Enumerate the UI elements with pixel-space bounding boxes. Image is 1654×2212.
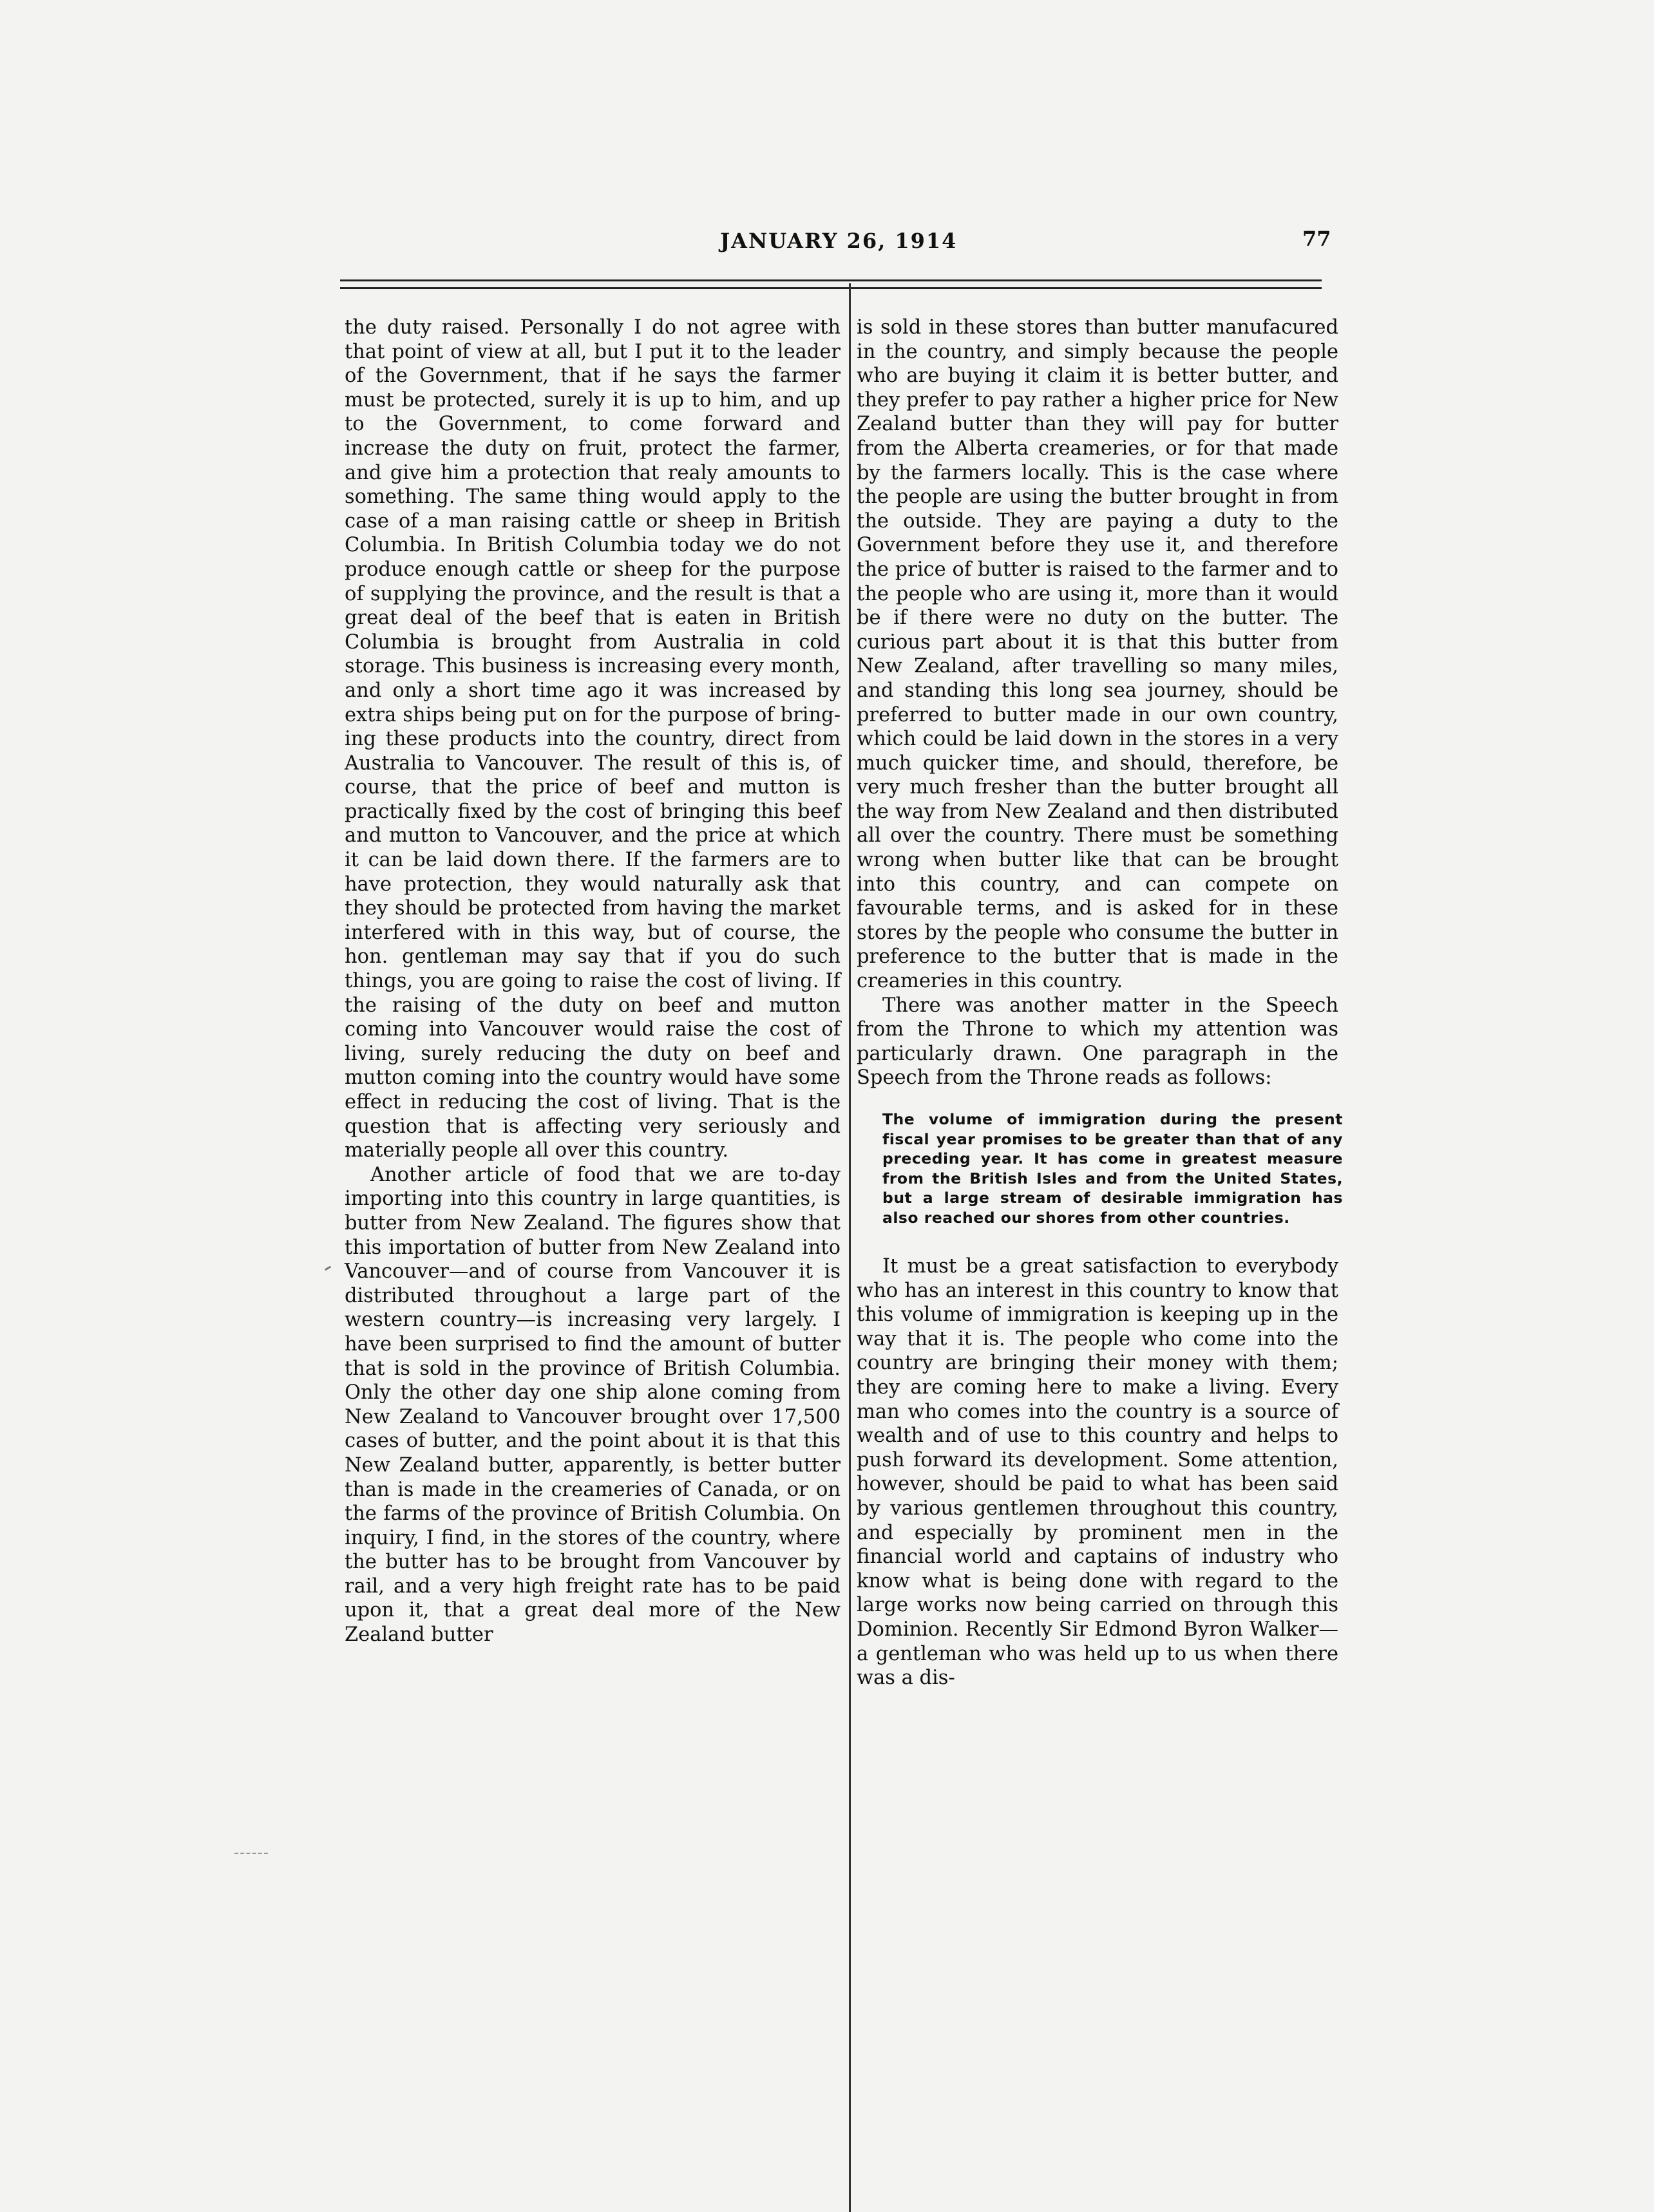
stray-dash-mark — [234, 1853, 268, 1855]
page-number: 77 — [1302, 227, 1331, 251]
header-rule-bottom — [340, 287, 1322, 289]
paragraph: is sold in these stores than butter manufacured in the country, and simply because the people who are buying it claim it is better butter, and they prefer to pay rather a higher price for New Zealand butter than they will pay for butter from the Alberta creameries, or for that made by the farmers locally. This is the case where the people are using the butter brought in from the outside. They are paying a duty to the Government before they use it, and therefore the price of butter is raised to the farmer and to the people who are using it, more than it would be if there were no duty on the butter. The curious part about it is that this butter from New Zealand, after travelling so many miles, and standing this long sea journey, should be preferred to butter made in our own country, which could be laid down in the stores in a very much quicker time, and should, therefore, be very much fresher than the butter brought all the way from New Zealand and then distributed all over the country. There must be something wrong when butter like that can be brought into this country, and can compete on favourable terms, and is asked for in these stores by the people who consume the butter in preference to the butter that is made in the creameries in this country. — [857, 316, 1338, 993]
left-column — [345, 316, 841, 1647]
paragraph: There was another matter in the Speech from the Throne to which my attention was particularly drawn. One paragraph in the Speech from the Throne reads as follows: — [857, 994, 1338, 1090]
paragraph: It must be a great satisfaction to everybody who has an interest in this country to know that this volume of immigration is keeping up in the way that it is. The people who come into the country are bringing their money with them; they are coming here to make a living. Every man who comes into the country is a source of wealth and of use to this country and helps to push forward its development. Some attention, however, should be paid to what has been said by various gentlemen throughout this country, and especially by prominent men in the financial world and captains of industry who know what is being done with regard to the large works now being carried on through this Dominion. Recently Sir Edmond Byron Walker—a gentleman who was held up to us when there was a dis- — [857, 1255, 1338, 1690]
header-rule-top — [340, 279, 1322, 281]
paragraph: the duty raised. Personally I do not agree with that point of view at all, but I put it to the leader of the Government, that if he says the farmer must be protected, surely it is up to him, and up to the Government, to come forward and increase the duty on fruit, protect the farmer, and give him a protection that realy amounts to something. The same thing would apply to the case of a man raising cattle or sheep in British Columbia. In British Columbia today we do not produce enough cattle or sheep for the purpose of supplying the province, and the result is that a great deal of the beef that is eaten in British Columbia is brought from Australia in cold storage. This business is increasing every month, and only a short time ago it was increased by extra ships being put on for the purpose of bringing these products into the country, direct from Australia to Vancouver. The result of this is, of course, that the price of beef and mutton is practically fixed by the cost of bringing this beef and mutton to Vancouver, and the price at which it can be laid down there. If the farmers are to have protection, they would naturally ask that they should be protected from having the market interfered with in this way, but of course, the hon. gentleman may say that if you do such things, you are going to raise the cost of living. If the raising of the duty on beef and mutton coming into Vancouver would raise the cost of living, surely reducing the duty on beef and mutton coming into the country would have some effect in reducing the cost of living. That is the question that is affecting very seriously and materially people all over this country. — [345, 316, 841, 1162]
right-column — [857, 316, 1343, 1690]
page-header-date: JANUARY 26, 1914 — [720, 229, 958, 253]
stray-mark — [325, 1266, 331, 1271]
block-quote: The volume of immigration during the present fiscal year promises to be greater than that of any preceding year. It has come in greatest measure from the British Isles and from the United States, but a large stream of desirable immigration has also reached our shores from other countries. — [882, 1110, 1343, 1227]
column-divider — [849, 283, 851, 2212]
paragraph: Another article of food that we are to-day importing into this country in large quantities, is butter from New Zealand. The figures show that this importation of butter from New Zealand into Vancouver—and of course from Vancouver it is distributed throughout a large part of the western country—is increasing very largely. I have been surprised to find the amount of butter that is sold in the province of British Columbia. Only the other day one ship alone coming from New Zealand to Vancouver brought over 17,500 cases of butter, and the point about it is that this New Zealand butter, apparently, is better butter than is made in the creameries of Canada, or on the farms of the province of British Columbia. On inquiry, I find, in the stores of the country, where the butter has to be brought from Vancouver by rail, and a very high freight rate has to be paid upon it, that a great deal more of the New Zealand butter — [345, 1163, 841, 1647]
